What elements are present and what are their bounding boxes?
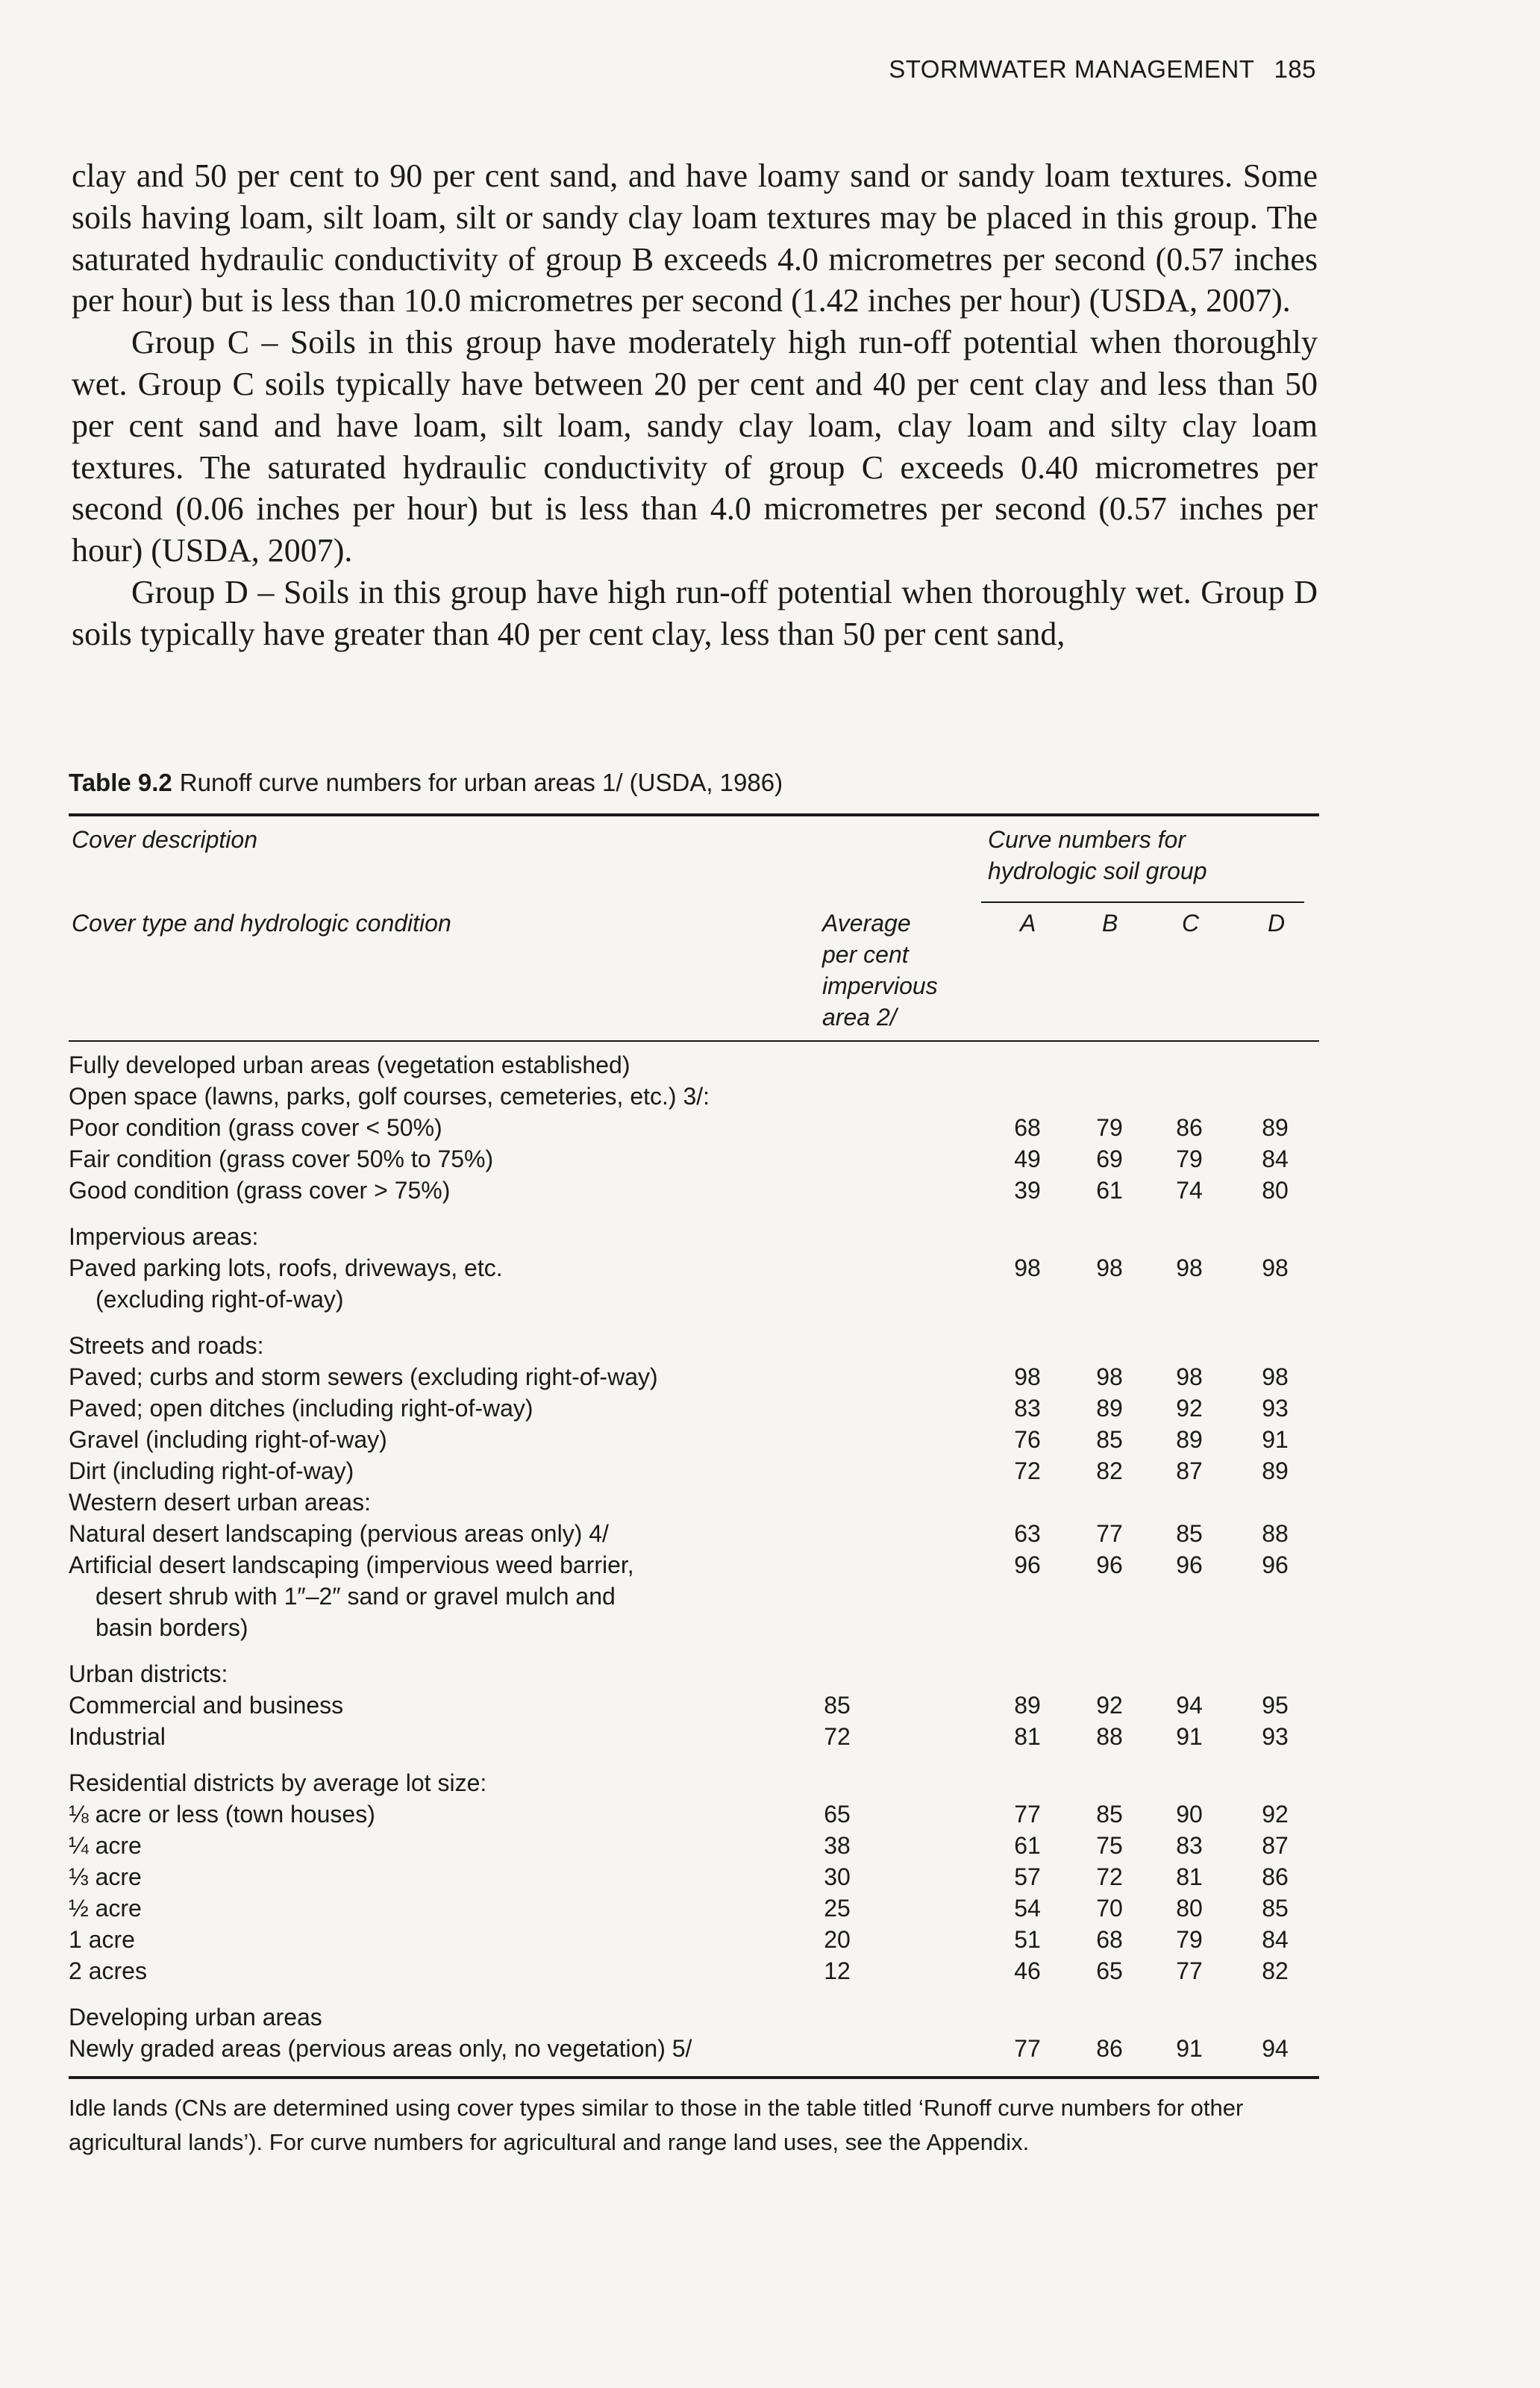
cn-group-c-cell: 74	[1176, 1177, 1203, 1204]
header-group-b: B	[1102, 910, 1118, 937]
cn-group-b-cell: 77	[1096, 1520, 1123, 1547]
running-title: STORMWATER MANAGEMENT	[889, 55, 1255, 83]
table-row	[69, 1767, 1319, 1798]
cn-group-c-cell: 83	[1176, 1832, 1203, 1859]
table-row	[69, 1721, 1319, 1752]
table-row	[69, 2001, 1319, 2033]
row-description: Dirt (including right-of-way)	[69, 1457, 354, 1484]
cn-group-b-cell: 61	[1096, 1177, 1123, 1204]
row-description: Commercial and business	[69, 1692, 344, 1719]
cn-group-c-cell: 79	[1176, 1926, 1203, 1953]
cn-group-b-cell: 98	[1096, 1363, 1123, 1390]
paragraph-group-d: Group D – Soils in this group have high run-off potential when thoroughly wet. Group D soils typically have greater than 40 per cent clay, less than 50 per cent sand,	[72, 573, 1318, 652]
cn-group-d-cell: 85	[1262, 1895, 1289, 1922]
cn-group-d-cell: 98	[1262, 1254, 1289, 1281]
cn-group-b-cell: 86	[1096, 2035, 1123, 2062]
cn-group-c-cell: 89	[1176, 1426, 1203, 1453]
table-label: Table 9.2	[69, 769, 172, 796]
cn-group-b-cell: 85	[1096, 1426, 1123, 1453]
cn-group-d-cell: 92	[1262, 1801, 1289, 1828]
row-description: Poor condition (grass cover < 50%)	[69, 1114, 442, 1141]
table-row	[69, 1424, 1319, 1455]
header-cover-description: Cover description	[72, 826, 257, 853]
table-row	[69, 1487, 1319, 1518]
paragraph-group-b: clay and 50 per cent to 90 per cent sand, and have loamy sand or sandy loam textures. Some soils having loam, silt loam, silt or sandy clay loam textures may be placed in this group. The saturated hydraulic conductivity of group B exceeds 4.0 micrometres per second (0.57 inches per hour) but is less than 10.0 micrometres per second (1.42 inches per hour) (USDA, 2007).	[72, 157, 1318, 319]
cn-group-d-cell: 84	[1262, 1926, 1289, 1953]
header-group-a: A	[1020, 910, 1036, 937]
cn-group-d-cell: 86	[1262, 1863, 1289, 1890]
cn-group-d-cell: 96	[1262, 1551, 1289, 1578]
cn-group-d-cell: 80	[1262, 1177, 1289, 1204]
impervious-percent-cell: 85	[824, 1692, 851, 1719]
cn-group-a-cell: 77	[1014, 2035, 1041, 2062]
row-group-spacer	[69, 1752, 1319, 1767]
cn-group-a-cell: 81	[1014, 1723, 1041, 1750]
impervious-percent-cell: 30	[824, 1863, 851, 1890]
table-row	[69, 1861, 1319, 1892]
table-row	[69, 1221, 1319, 1252]
row-description: Gravel (including right-of-way)	[69, 1426, 387, 1453]
table-row	[69, 1143, 1319, 1175]
table-row	[69, 1955, 1319, 1987]
row-description: Residential districts by average lot size:	[69, 1769, 487, 1796]
cn-group-c-cell: 96	[1176, 1551, 1203, 1578]
cn-group-a-cell: 46	[1014, 1957, 1041, 1984]
header-impervious-line1: Average	[822, 910, 911, 937]
cn-group-d-cell: 89	[1262, 1457, 1289, 1484]
row-description: Paved; curbs and storm sewers (excluding right-of-way)	[69, 1363, 658, 1390]
cn-group-a-cell: 39	[1014, 1177, 1041, 1204]
table-row	[69, 1284, 1319, 1315]
impervious-percent-cell: 72	[824, 1723, 851, 1750]
cn-group-b-cell: 79	[1096, 1114, 1123, 1141]
header-group-d: D	[1268, 910, 1286, 937]
cn-group-d-cell: 98	[1262, 1363, 1289, 1390]
row-description: ¼ acre	[69, 1832, 142, 1859]
cn-group-a-cell: 77	[1014, 1801, 1041, 1828]
row-description: ⅓ acre	[69, 1863, 142, 1890]
cn-group-c-cell: 85	[1176, 1520, 1203, 1547]
table-row	[69, 1830, 1319, 1861]
header-group-c: C	[1182, 910, 1200, 937]
table-caption-text: Runoff curve numbers for urban areas 1/ (USDA, 1986)	[179, 769, 783, 796]
header-impervious-line2: per cent	[822, 941, 909, 968]
cn-group-c-cell: 80	[1176, 1895, 1203, 1922]
header-impervious-line3: impervious	[822, 972, 938, 999]
table-row	[69, 1892, 1319, 1924]
row-group-spacer	[69, 1206, 1319, 1221]
cn-group-b-cell: 88	[1096, 1723, 1123, 1750]
table-row	[69, 1049, 1319, 1081]
table-caption	[69, 769, 1319, 797]
table-row	[69, 1393, 1319, 1424]
running-header	[889, 55, 1316, 84]
row-description: Open space (lawns, parks, golf courses, cemeteries, etc.) 3/:	[69, 1083, 710, 1110]
row-description: Industrial	[69, 1723, 166, 1750]
table-row	[69, 1455, 1319, 1487]
row-description: Fully developed urban areas (vegetation established)	[69, 1051, 630, 1078]
row-description: (excluding right-of-way)	[96, 1286, 344, 1313]
row-description: Newly graded areas (pervious areas only, no vegetation) 5/	[69, 2035, 692, 2062]
cn-group-a-cell: 96	[1014, 1551, 1041, 1578]
body-text	[72, 155, 1318, 655]
table-row	[69, 1581, 1319, 1612]
header-impervious-line4: area 2/	[822, 1004, 897, 1031]
cn-group-b-cell: 98	[1096, 1254, 1123, 1281]
table-row	[69, 1612, 1319, 1643]
cn-group-b-cell: 70	[1096, 1895, 1123, 1922]
paragraph-group-c: Group C – Soils in this group have moderately high run-off potential when thoroughly wet. Group C soils typically have between 20 per cent and 40 per cent clay and less than 50 per cent sand and have loam, silt loam, sandy clay loam, clay loam and silty clay loam textures. The saturated hydraulic conductivity of group C exceeds 0.40 micrometres per second (0.06 inches per hour) but is less than 4.0 micrometres per second (0.57 inches per hour) (USDA, 2007).	[72, 324, 1318, 569]
group-header-rule	[981, 901, 1304, 903]
cn-group-b-cell: 69	[1096, 1145, 1123, 1172]
cn-group-b-cell: 82	[1096, 1457, 1123, 1484]
cn-group-d-cell: 91	[1262, 1426, 1289, 1453]
row-group-spacer	[69, 1315, 1319, 1330]
table-row	[69, 1549, 1319, 1581]
cn-group-c-cell: 91	[1176, 1723, 1203, 1750]
row-description: desert shrub with 1″–2″ sand or gravel mulch and	[96, 1583, 616, 1610]
impervious-percent-cell: 38	[824, 1832, 851, 1859]
table-bottom-rule	[69, 2076, 1319, 2079]
row-description: Western desert urban areas:	[69, 1489, 371, 1516]
table-row	[69, 1518, 1319, 1549]
cn-group-a-cell: 83	[1014, 1395, 1041, 1422]
row-description: ⅛ acre or less (town houses)	[69, 1801, 375, 1828]
cn-group-d-cell: 93	[1262, 1395, 1289, 1422]
cn-group-c-cell: 98	[1176, 1363, 1203, 1390]
table-row	[69, 1112, 1319, 1143]
cn-group-c-cell: 91	[1176, 2035, 1203, 2062]
cn-group-d-cell: 95	[1262, 1692, 1289, 1719]
cn-group-c-cell: 94	[1176, 1692, 1203, 1719]
cn-group-a-cell: 54	[1014, 1895, 1041, 1922]
cn-group-b-cell: 89	[1096, 1395, 1123, 1422]
cn-group-d-cell: 87	[1262, 1832, 1289, 1859]
header-curve-numbers-line1: Curve numbers for	[988, 826, 1186, 853]
cn-group-a-cell: 89	[1014, 1692, 1041, 1719]
row-description: Fair condition (grass cover 50% to 75%)	[69, 1145, 494, 1172]
cn-group-d-cell: 88	[1262, 1520, 1289, 1547]
cn-group-b-cell: 96	[1096, 1551, 1123, 1578]
row-description: basin borders)	[96, 1614, 248, 1641]
cn-group-a-cell: 51	[1014, 1926, 1041, 1953]
row-description: Paved parking lots, roofs, driveways, etc.	[69, 1254, 503, 1281]
table-row	[69, 1658, 1319, 1690]
cn-group-d-cell: 89	[1262, 1114, 1289, 1141]
cn-group-a-cell: 63	[1014, 1520, 1041, 1547]
cn-group-a-cell: 76	[1014, 1426, 1041, 1453]
cn-group-b-cell: 85	[1096, 1801, 1123, 1828]
row-description: Streets and roads:	[69, 1332, 264, 1359]
cn-group-c-cell: 86	[1176, 1114, 1203, 1141]
row-group-spacer	[69, 1643, 1319, 1658]
cn-group-b-cell: 68	[1096, 1926, 1123, 1953]
cn-group-d-cell: 82	[1262, 1957, 1289, 1984]
cn-group-c-cell: 77	[1176, 1957, 1203, 1984]
cn-group-b-cell: 75	[1096, 1832, 1123, 1859]
row-description: ½ acre	[69, 1895, 142, 1922]
cn-group-c-cell: 98	[1176, 1254, 1203, 1281]
cn-group-c-cell: 92	[1176, 1395, 1203, 1422]
table-row	[69, 1924, 1319, 1955]
curve-number-table	[69, 769, 1319, 2160]
row-description: Good condition (grass cover > 75%)	[69, 1177, 451, 1204]
cn-group-a-cell: 57	[1014, 1863, 1041, 1890]
table-row	[69, 1330, 1319, 1361]
cn-group-c-cell: 81	[1176, 1863, 1203, 1890]
cn-group-c-cell: 90	[1176, 1801, 1203, 1828]
table-body	[69, 1042, 1319, 2064]
impervious-percent-cell: 65	[824, 1801, 851, 1828]
cn-group-a-cell: 72	[1014, 1457, 1041, 1484]
row-description: 2 acres	[69, 1957, 147, 1984]
table-row	[69, 1081, 1319, 1112]
row-group-spacer	[69, 1987, 1319, 2001]
cn-group-a-cell: 68	[1014, 1114, 1041, 1141]
table-note: Idle lands (CNs are determined using cover types similar to those in the table titled ‘Runoff curve numbers for other agricultural lands’). For curve numbers for agricultural and range land uses, see the Appendix.	[69, 2095, 1244, 2155]
row-description: Paved; open ditches (including right-of-way)	[69, 1395, 533, 1422]
cn-group-d-cell: 94	[1262, 2035, 1289, 2062]
row-description: Natural desert landscaping (pervious areas only) 4/	[69, 1520, 609, 1547]
header-cover-type: Cover type and hydrologic condition	[72, 910, 451, 937]
table-row	[69, 1175, 1319, 1206]
row-description: Urban districts:	[69, 1660, 228, 1687]
cn-group-a-cell: 61	[1014, 1832, 1041, 1859]
impervious-percent-cell: 25	[824, 1895, 851, 1922]
impervious-percent-cell: 12	[824, 1957, 851, 1984]
table-header	[69, 816, 1319, 1040]
row-description: Developing urban areas	[69, 2004, 322, 2031]
row-description: 1 acre	[69, 1926, 135, 1953]
cn-group-a-cell: 49	[1014, 1145, 1041, 1172]
cn-group-a-cell: 98	[1014, 1254, 1041, 1281]
impervious-percent-cell: 20	[824, 1926, 851, 1953]
cn-group-d-cell: 84	[1262, 1145, 1289, 1172]
page-number: 185	[1274, 55, 1316, 83]
table-row	[69, 1252, 1319, 1284]
cn-group-b-cell: 65	[1096, 1957, 1123, 1984]
cn-group-b-cell: 92	[1096, 1692, 1123, 1719]
table-row	[69, 2033, 1319, 2064]
row-description: Impervious areas:	[69, 1223, 259, 1250]
cn-group-a-cell: 98	[1014, 1363, 1041, 1390]
table-row	[69, 1690, 1319, 1721]
table-row	[69, 1361, 1319, 1393]
row-description: Artificial desert landscaping (impervious weed barrier,	[69, 1551, 634, 1578]
header-curve-numbers-line2: hydrologic soil group	[988, 857, 1207, 884]
cn-group-d-cell: 93	[1262, 1723, 1289, 1750]
cn-group-c-cell: 87	[1176, 1457, 1203, 1484]
table-row	[69, 1798, 1319, 1830]
cn-group-b-cell: 72	[1096, 1863, 1123, 1890]
cn-group-c-cell: 79	[1176, 1145, 1203, 1172]
